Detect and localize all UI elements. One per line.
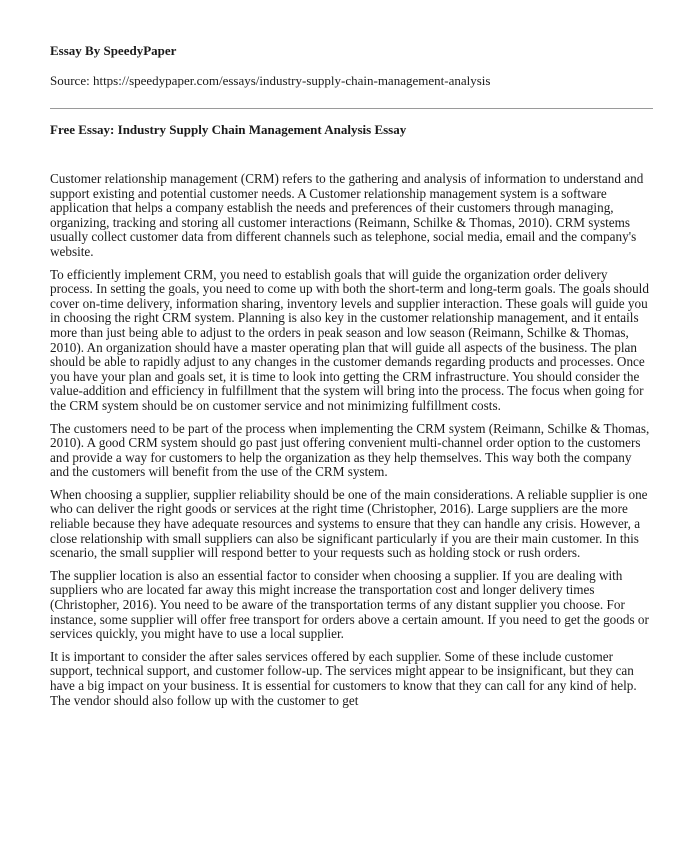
paragraph: It is important to consider the after sales services offered by each supplier. Some of these include customer support, technical support, and customer follow-up. The services might appear to be insignificant, but they can have a big impact on your business. It is essential for customers to know that they can call for any kind of help. The vendor should also follow up with the customer to get [50,648,637,708]
site-title: Essay By SpeedyPaper [50,43,177,58]
essay-title: Free Essay: Industry Supply Chain Management Analysis Essay [50,122,407,137]
paragraph: When choosing a supplier, supplier reliability should be one of the main considerations. A reliable supplier is one who can deliver the right goods or services at the right time (Christopher, 2016). Large suppliers are the more reliable because they have adequate resources and systems to ensure that they can handle any crisis. However, a close relationship with small suppliers can also be significant particularly if you are their main customer. In this scenario, the small supplier will respond better to your requests such as holding stock or rush orders. [50,486,648,561]
paragraph: The customers need to be part of the process when implementing the CRM system (Reimann, Schilke & Thomas, 2010). A good CRM system should go past just offering convenient multi-channel order option to the customers and provide a way for customers to help the organization as they help themselves. This way both the company and the customers will benefit from the use of the CRM system. [50,420,650,480]
essay-body [50,172,653,716]
paragraph: Customer relationship management (CRM) refers to the gathering and analysis of information to understand and support existing and potential customer needs. A Customer relationship management system is a software application that helps a company establish the needs and preferences of their customers through managing, organizing, tracking and storing all customer interactions (Reimann, Schilke & Thomas, 2010). CRM systems usually collect customer data from different channels such as telephone, social media, email and the company's website. [50,171,644,259]
divider [50,108,653,109]
source-line: Source: https://speedypaper.com/essays/industry-supply-chain-management-analysis [50,73,491,88]
paragraph: To efficiently implement CRM, you need to establish goals that will guide the organization order delivery process. In setting the goals, you need to come up with both the short-term and long-term goals. The goals should cover on-time delivery, information sharing, inventory levels and supplier interaction. These goals will guide you in choosing the right CRM system. Planning is also key in the customer relationship management, and it entails more than just being able to adjust to the orders in peak season and low season (Reimann, Schilke & Thomas, 2010). An organization should have a master operating plan that will guide all aspects of the business. The plan should be able to rapidly adjust to any changes in the customer demands regarding products and processes. Once you have your plan and goals set, it is time to look into getting the CRM infrastructure. You should consider the value-addition and efficiency in fulfillment that the system will bring into the process. The focus when going for the CRM system should be on customer service and not minimizing fulfillment costs. [50,266,649,413]
paragraph: The supplier location is also an essential factor to consider when choosing a supplier. If you are dealing with suppliers who are located far away this might increase the transportation cost and longer delivery times (Christopher, 2016). You need to be aware of the transportation terms of any distant supplier you choose. For instance, some supplier will offer free transport for orders above a certain amount. If you need to get the goods or services quickly, you might have to use a local supplier. [50,567,649,642]
